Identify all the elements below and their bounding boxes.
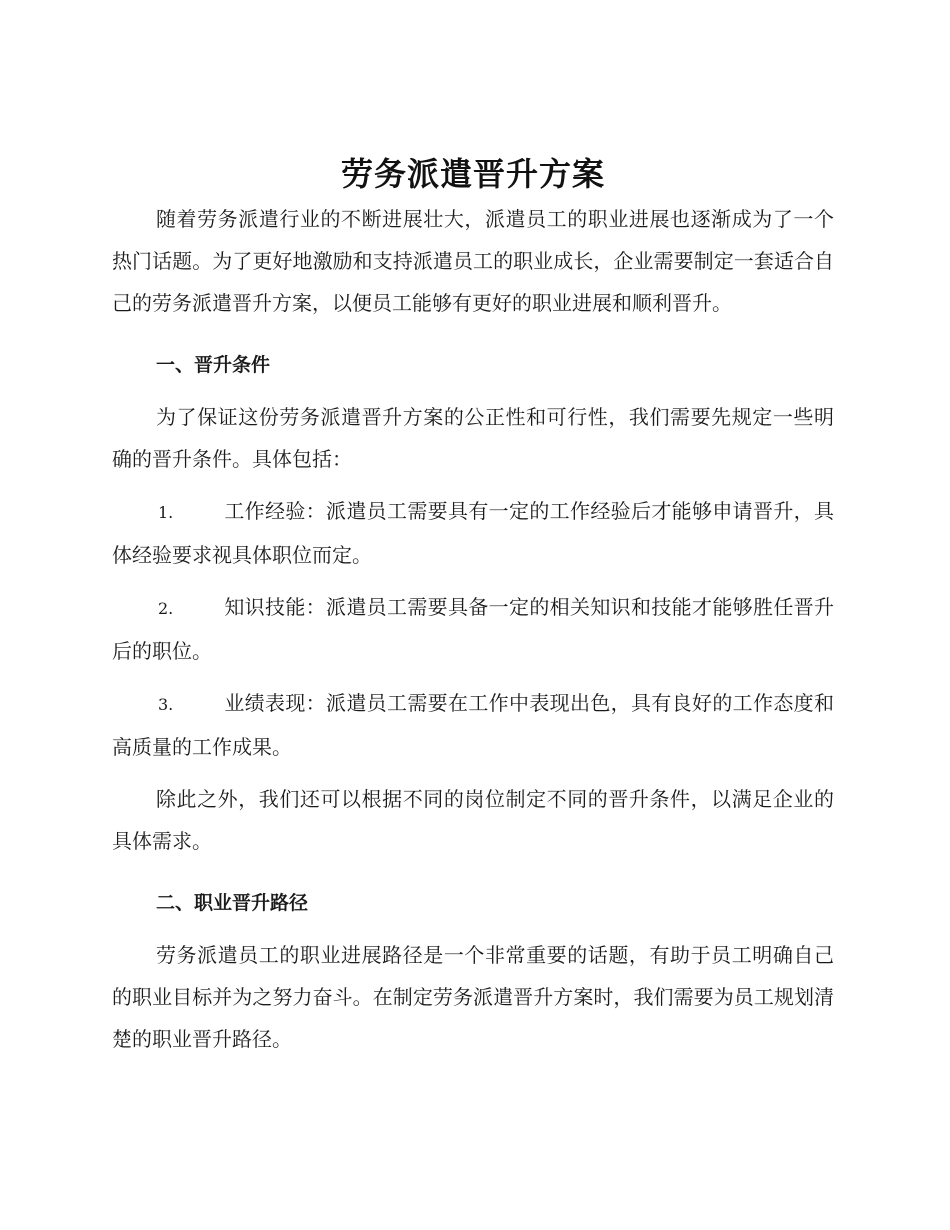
section-heading-promotion-conditions: 一、晋升条件 [156,354,271,376]
list-item-text: 工作经验：派遣员工需要具有一定的工作经验后才能够申请晋升，具体经验要求视具体职位而定。 [112,499,834,567]
list-item-text: 知识技能：派遣员工需要具备一定的相关知识和技能才能够胜任晋升后的职位。 [112,595,834,663]
list-item [112,490,834,576]
section-heading-career-path: 二、职业晋升路径 [156,892,309,914]
intro-paragraph: 随着劳务派遣行业的不断进展壮大，派遣员工的职业进展也逐渐成为了一个热门话题。为了更好地激励和支持派遣员工的职业成长，企业需要制定一套适合自己的劳务派遣晋升方案，以便员工能够有更好的职业进展和顺利晋升。 [112,207,834,315]
document-title: 劳务派遣晋升方案 [340,155,605,193]
list-item [112,586,834,672]
list-item [112,682,834,768]
section2-intro-paragraph: 劳务派遣员工的职业进展路径是一个非常重要的话题，有助于员工明确自己的职业目标并为之努力奋斗。在制定劳务派遣晋升方案时，我们需要为员工规划清楚的职业晋升路径。 [112,943,834,1051]
list-item-text: 业绩表现：派遣员工需要在工作中表现出色，具有良好的工作态度和高质量的工作成果。 [112,691,834,759]
document-page [112,150,834,1060]
list-number: 3. [158,695,174,714]
section1-outro-paragraph: 除此之外，我们还可以根据不同的岗位制定不同的晋升条件，以满足企业的具体需求。 [112,787,834,853]
list-number: 1. [158,503,174,522]
section1-intro-paragraph: 为了保证这份劳务派遣晋升方案的公正性和可行性，我们需要先规定一些明确的晋升条件。具体包括： [112,405,834,471]
list-number: 2. [158,599,174,618]
